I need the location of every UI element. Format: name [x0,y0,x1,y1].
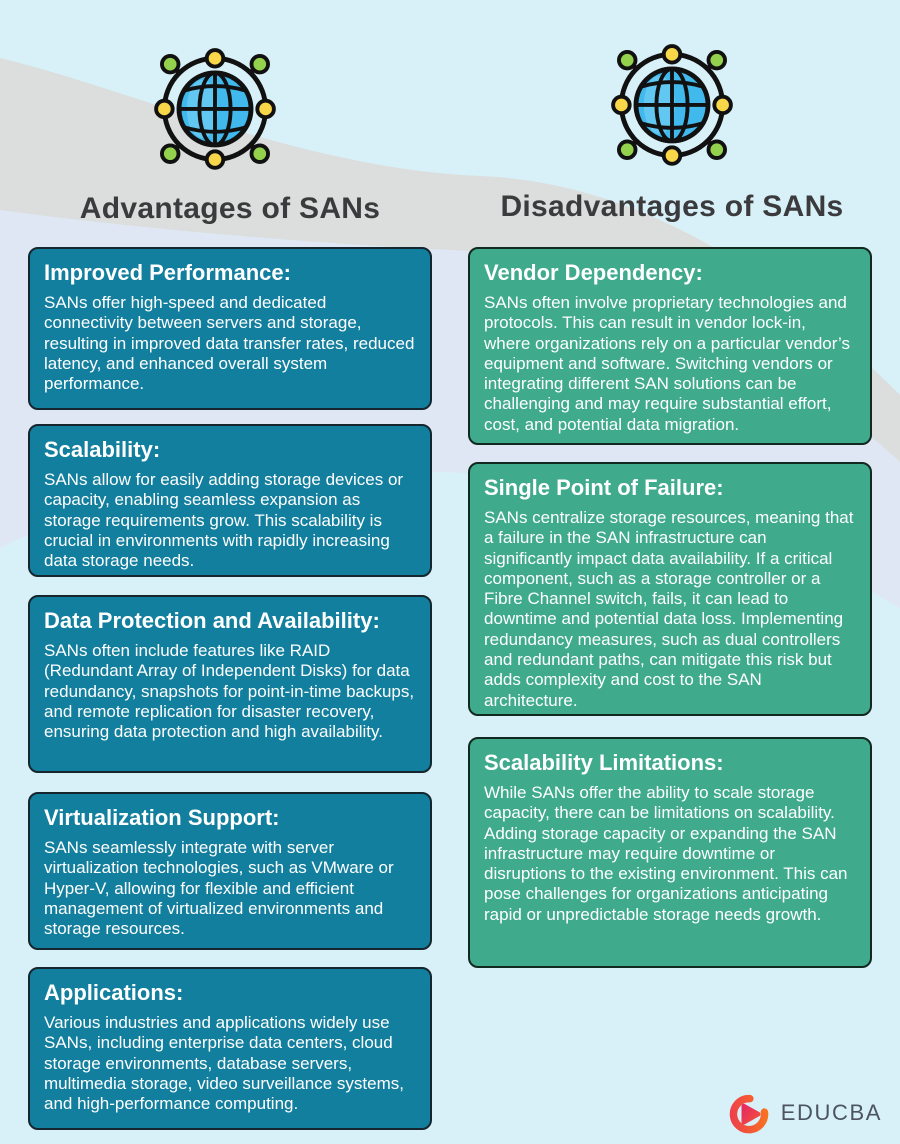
card-improved-performance [28,247,432,410]
card-virtualization-support [28,792,432,950]
card-heading: Virtualization Support: [44,805,280,830]
card-body: SANs offer high-speed and dedicated connectivity between servers and storage, resulting in improved data transfer rates, reduced latency, and enhanced overall system performance. [44,293,415,394]
card-heading: Improved Performance: [44,260,291,285]
card-body: While SANs offer the ability to scale storage capacity, there can be limitations on scalability. Adding storage capacity or expanding the SAN infrastructure may require downtime or disruptions to the existing environment. This can pose challenges for organizations anticipating rapid or unpredictable storage needs growth. [484,783,848,924]
card-data-protection [28,595,432,773]
network-globe-icon [142,34,288,180]
card-heading: Applications: [44,980,184,1005]
card-vendor-dependency [468,247,872,445]
card-heading: Data Protection and Availability: [44,608,380,633]
card-body: SANs centralize storage resources, meaning that a failure in the SAN infrastructure can significantly impact data availability. If a critical component, such as a storage controller or a Fibre Channel switch, fails, it can lead to downtime and potential data loss. Implementing redundancy measures, such as dual controllers and redundant paths, can mitigate this risk but adds complexity and cost to the SAN architecture. [484,508,854,710]
card-applications [28,967,432,1130]
card-scalability-limitations [468,737,872,968]
card-single-point-of-failure [468,462,872,716]
card-heading: Scalability: [44,437,161,462]
card-heading: Single Point of Failure: [484,475,724,500]
card-body: SANs seamlessly integrate with server virtualization technologies, such as VMware or Hyper-V, allowing for flexible and efficient management of virtualized environments and storage resources. [44,838,394,939]
disadvantages-title: Disadvantages of SANs [500,190,844,223]
educba-logo-text: EDUCBA [780,1100,882,1125]
card-heading: Vendor Dependency: [484,260,703,285]
educba-logo-icon [726,1090,772,1136]
card-body: SANs often include features like RAID (Redundant Array of Independent Disks) for data redundancy, snapshots for point-in-time backups, and remote replication for disaster recovery, ensuring data protection and high availability. [44,641,415,742]
network-globe-icon [599,30,745,176]
card-body: SANs often involve proprietary technologies and protocols. This can result in vendor lock-in, where organizations rely on a particular vendor’s equipment and software. Switching vendors or integrating different SAN solutions can be challenging and may require substantial effort, cost, and potential data migration. [484,293,851,434]
educba-logo [726,1090,882,1136]
advantages-title: Advantages of SANs [79,192,381,225]
card-scalability [28,424,432,577]
card-heading: Scalability Limitations: [484,750,724,775]
card-body: Various industries and applications widely use SANs, including enterprise data centers, cloud storage environments, database servers, multimedia storage, video surveillance systems, and high-performance computing. [44,1013,404,1114]
card-body: SANs allow for easily adding storage devices or capacity, enabling seamless expansion as storage requirements grow. This scalability is crucial in environments with rapidly increasing data storage needs. [44,470,404,571]
